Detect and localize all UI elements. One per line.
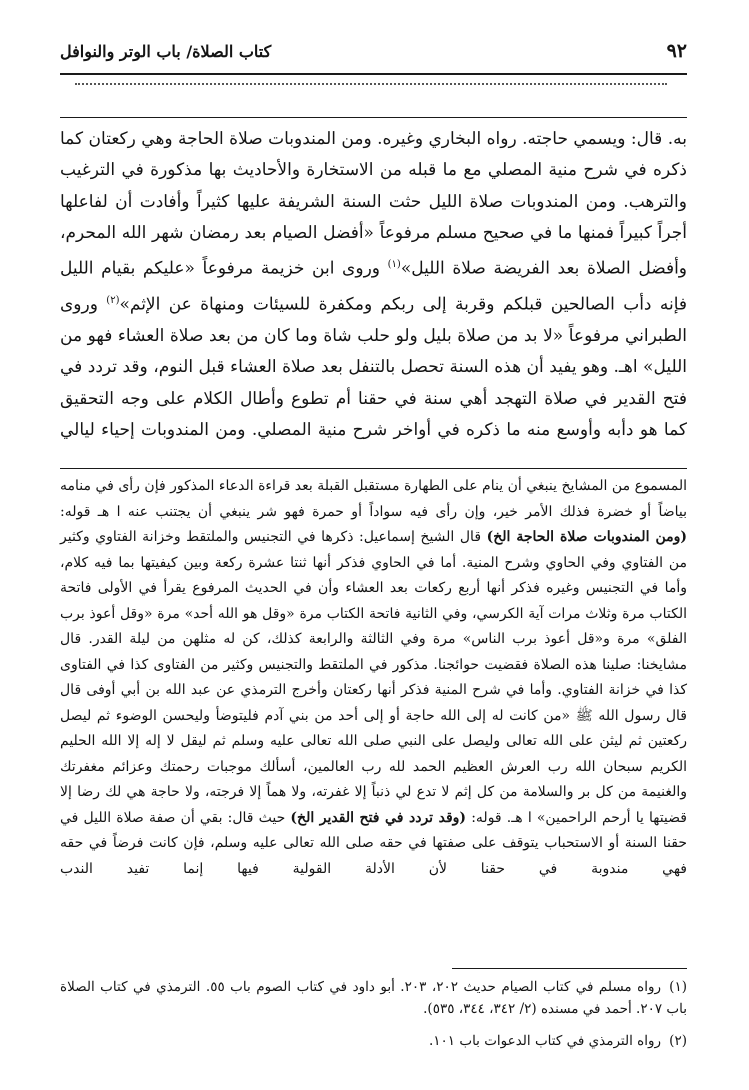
commentary-heading-1: (ومن المندوبات صلاة الحاجة الخ) [486,529,687,545]
commentary-rule [60,468,687,469]
footnote-ref-2: (٢) [106,295,120,307]
footnote-text: رواه الترمذي في كتاب الدعوات باب ١٠١. [429,1033,661,1049]
commentary-part-1: المسموع من المشايخ ينبغي أن ينام على الطهارة مستقبل القبلة بعد قراءة الدعاء المذكور فإن رأى في منامه بياضاً أو خضرة فذلك الأمر خير، وإن رأى فيه سواداً أو حمرة فهو شر ينبغي أن يجتنب عنه ا هـ قوله: [60,478,687,520]
commentary-part-2: قال الشيخ إسماعيل: ذكرها في التجنيس والملتقط وخزانة الفتاوي وكثير من الفتاوي وفي الحاوي وشرح المنية. أما في الحاوي فذكر أنها ثنتا عشرة ركعة وبين كيفيتها بما فيه كلام، وأما في التجنيس وغيره فذكر أنها أربع ركعات بعد العشاء وأن في الحديث المرفوع يقرأ في الأولى فاتحة الكتاب مرة وثلاث مرات آية الكرسي، وفي الثانية فاتحة الكتاب مرة «وقل هو الله أحد» مرة «وقل أعوذ برب الفلق» مرة و«قل أعوذ برب الناس» مرة وفي الثالثة والرابعة كذلك، كن له مثلهن من ليلة القدر. قال مشايخنا: صلينا هذه الصلاة فقضيت حوائجنا. مذكور في الملتقط والتجنيس وكثير من الفتاوى كذا في الفتاوى كذا في خزانة الفتاوي. وأما في شرح المنية فذكر أنها ركعتان وأخرج الترمذي عن عبد الله بن أبي أوفى قال قال رسول الله ﷺ «من كانت له إلى الله حاجة أو إلى أحد من بني آدم فليتوضأ وليحسن الوضوء ثم ليصل ركعتين ثم ليثن على الله تعالى وليصل على النبي صلى الله تعالى عليه وسلم ثم ليقل لا إله إلا الله الحليم الكريم سبحان الله رب العرش العظيم الحمد لله رب العالمين، أسألك موجبات رحمتك وعزائم مغفرتك والغنيمة من كل بر والسلامة من كل إثم لا تدع لي ذنباً إلا غفرته، ولا هماً إلا فرجته، ولا حاجة هي لك رضا إلا قضيتها يا أرحم الراحمين» ا هـ. قوله: [60,529,687,826]
commentary-text [60,474,687,882]
footnote-2 [60,1030,687,1052]
footnotes [60,976,687,1062]
main-paragraph [60,124,687,446]
page-header [60,30,687,70]
footnote-text: رواه مسلم في كتاب الصيام حديث ٢٠٢، ٢٠٣. أبو داود في كتاب الصوم باب ٥٥. الترمذي في كتاب الصلاة باب ٢٠٧. أحمد في مسنده (٢/ ٣٤٢، ٣٤٤، ٥٣٥). [60,979,687,1017]
main-text-part-2: وروى ابن خزيمة مرفوعاً «عليكم بقيام الليل فإنه دأب الصالحين قبلكم وقربة إلى ربكم ومكفرة للسيئات ومنهاة عن الإثم» [60,258,687,315]
commentary-paragraph [60,474,687,882]
main-text-rule [60,117,687,118]
footnote-ref-1: (١) [387,259,401,271]
commentary-heading-2: (وقد تردد في فتح القدير الخ) [290,809,467,826]
footnote-number: (١) [669,979,687,995]
main-text-part-1: به. قال: ويسمي حاجته. رواه البخاري وغيره. ومن المندوبات صلاة الحاجة وهي ركعتان كما ذكره في شرح منية المصلي مع ما قبله من الاستخارة والأحاديث بها مذكورة في الترغيب والترهب. ومن المندوبات صلاة الليل حثت السنة الشريفة عليها كثيراً وأفادت أن لفاعلها أجراً كبيراً فمنها ما في صحيح مسلم مرفوعاً «أفضل الصيام بعد رمضان شهر الله المحرم، وأفضل الصلاة بعد الفريضة صلاة الليل» [60,129,687,279]
page-number: ٩٢ [666,40,687,62]
commentary-part-3: حيث قال: بقي أن صفة صلاة الليل في حقنا السنة أو الاستحباب يتوقف على صفتها في حقه صلى الله تعالى عليه وسلم، فإن كانت فرضاً في حقه فهي مندوبة في حقنا لأن الأدلة القولية فيها إنما تفيد الندب [60,809,687,877]
main-text-part-3: وروى الطبراني مرفوعاً «لا بد من صلاة بليل ولو حلب شاة وما كان من بعد صلاة العشاء فهو من الليل» اهـ. وهو يفيد أن هذه السنة تحصل بالتنفل بعد صلاة العشاء قبل النوم، وقد تردد في فتح القدير في صلاة التهجد أهي سنة في حقنا أم تطوع وأطال الكلام على وجه التحقيق كما هو دأبه وأوسع منه ما ذكره في أواخر شرح منية المصلي. ومن المندوبات إحياء ليالي [60,294,687,440]
header-dotted-line [75,83,667,85]
main-text [60,124,687,446]
running-title: كتاب الصلاة/ باب الوتر والنوافل [60,42,272,61]
footnote-1 [60,976,687,1020]
footnote-number: (٢) [669,1033,687,1049]
footnotes-rule [452,968,687,969]
header-rule [60,73,687,75]
